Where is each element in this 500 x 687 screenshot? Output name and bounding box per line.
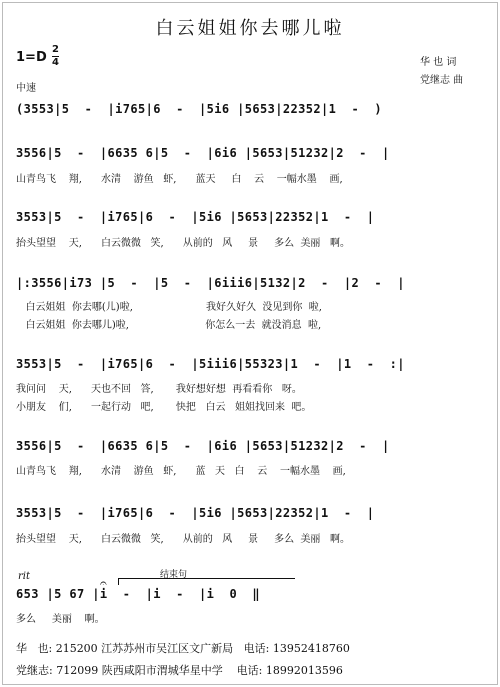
ending-label: 结束句 [160, 570, 188, 580]
contact-lyricist: 华 也: 215200 江苏苏州市吴江区文广新局 电话: 13952418760 [16, 642, 350, 655]
time-signature [52, 45, 59, 68]
notation-line: 3556|5 - |6635 6|5 - |6i6 |5653|51232|2 - | [16, 146, 390, 160]
notation-line: 3553|5 - |i765|6 - |5i6 |5653|22352|1 - | [16, 210, 375, 224]
notation-line: 653 |5 67 |i - |i - |i 0 ‖ [16, 587, 260, 601]
rit-marking: rit [18, 571, 30, 582]
lyric-line: 山青鸟飞 翔, 水清 游鱼 虾, 蓝 天 白 云 一幅水墨 画, [16, 466, 346, 477]
lyric-line: 小朋友 们, 一起行动 吧, 快把 白云 姐姐找回来 吧。 [16, 402, 312, 413]
ending-bracket [118, 578, 295, 585]
lyric-line: 白云姐姐 你去哪(儿)啦, 我好久好久 没见到你 啦, [16, 302, 322, 313]
composer-credit: 党继志 曲 [420, 75, 464, 86]
notation-line: 3556|5 - |6635 6|5 - |6i6 |5653|51232|2 - | [16, 439, 390, 453]
tempo-marking: 中速 [16, 83, 36, 94]
lyric-line: 抬头望望 天, 白云微微 笑, 从前的 风 景 多么 美丽 啊。 [16, 238, 350, 249]
lyric-line: 山青鸟飞 翔, 水清 游鱼 虾, 蓝天 白 云 一幅水墨 画, [16, 174, 343, 185]
notation-line: (3553|5 - |i765|6 - |5i6 |5653|22352|1 - ) [16, 102, 382, 116]
notation-line: 3553|5 - |i765|6 - |5i6 |5653|22352|1 - | [16, 506, 375, 520]
fermata-icon: 𝄐 [100, 576, 107, 590]
lyric-line: 我问问 天, 天也不回 答, 我好想好想 再看看你 呀。 [16, 384, 302, 395]
lyricist-credit: 华 也 词 [420, 57, 457, 68]
notation-line: |:3556|i73 |5 - |5 - |6iii6|5132|2 - |2 - | [16, 276, 405, 290]
lyric-line: 白云姐姐 你去哪儿)啦, 你怎么一去 就没消息 啦, [16, 320, 322, 331]
contact-composer: 党继志: 712099 陕西咸阳市渭城华星中学 电话: 18992013596 [16, 664, 343, 677]
time-top: 2 [52, 44, 59, 55]
notation-line: 3553|5 - |i765|6 - |5iii6|55323|1 - |1 - :| [16, 357, 405, 371]
song-title: 白云姐姐你去哪儿啦 [155, 18, 345, 39]
lyric-line: 多么 美丽 啊。 [16, 614, 105, 625]
lyric-line: 抬头望望 天, 白云微微 笑, 从前的 风 景 多么 美丽 啊。 [16, 534, 350, 545]
key-signature: 1=D [16, 50, 47, 65]
time-bottom: 4 [52, 57, 59, 68]
